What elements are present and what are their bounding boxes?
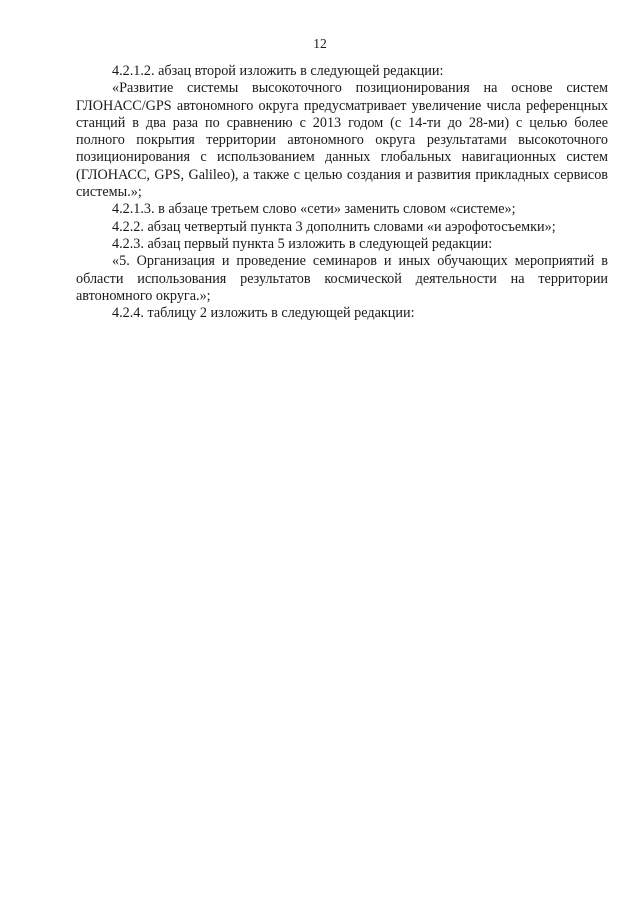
paragraph-4-2-4: 4.2.4. таблицу 2 изложить в следующей редакции: xyxy=(112,305,415,322)
paragraph-4-2-1-2: 4.2.1.2. абзац второй изложить в следующей редакции: xyxy=(112,63,444,79)
paragraph-4-2-2: 4.2.2. абзац четвертый пункта 3 дополнить словами «и аэрофотосъемки»; xyxy=(112,218,556,235)
document-body xyxy=(76,63,608,322)
paragraph-4-2-3: 4.2.3. абзац первый пункта 5 изложить в следующей редакции: xyxy=(112,235,493,252)
paragraph-quote-seminars: «5. Организация и проведение семинаров и иных обучающих мероприятий в области использования результатов космической деятельности на территории автономного округа.»; xyxy=(76,253,608,304)
paragraph-4-2-1-3: 4.2.1.3. в абзаце третьем слово «сети» заменить словом «системе»; xyxy=(112,201,516,218)
page-number: 12 xyxy=(313,36,327,51)
paragraph-quote-glonass: «Развитие системы высокоточного позиционирования на основе систем ГЛОНАСС/GPS автономного округа предусматривает увеличение числа референцных станций в два раза по сравнению с 2013 годом (с 14-ти до 28-ми) с целью более полного покрытия территории автономного округа результатами высокоточного позиционирования с использованием данных глобальных навигационных систем (ГЛОНАСС, GPS, Galileo), а также с целью создания и развития прикладных сервисов системы.»; xyxy=(76,80,608,201)
